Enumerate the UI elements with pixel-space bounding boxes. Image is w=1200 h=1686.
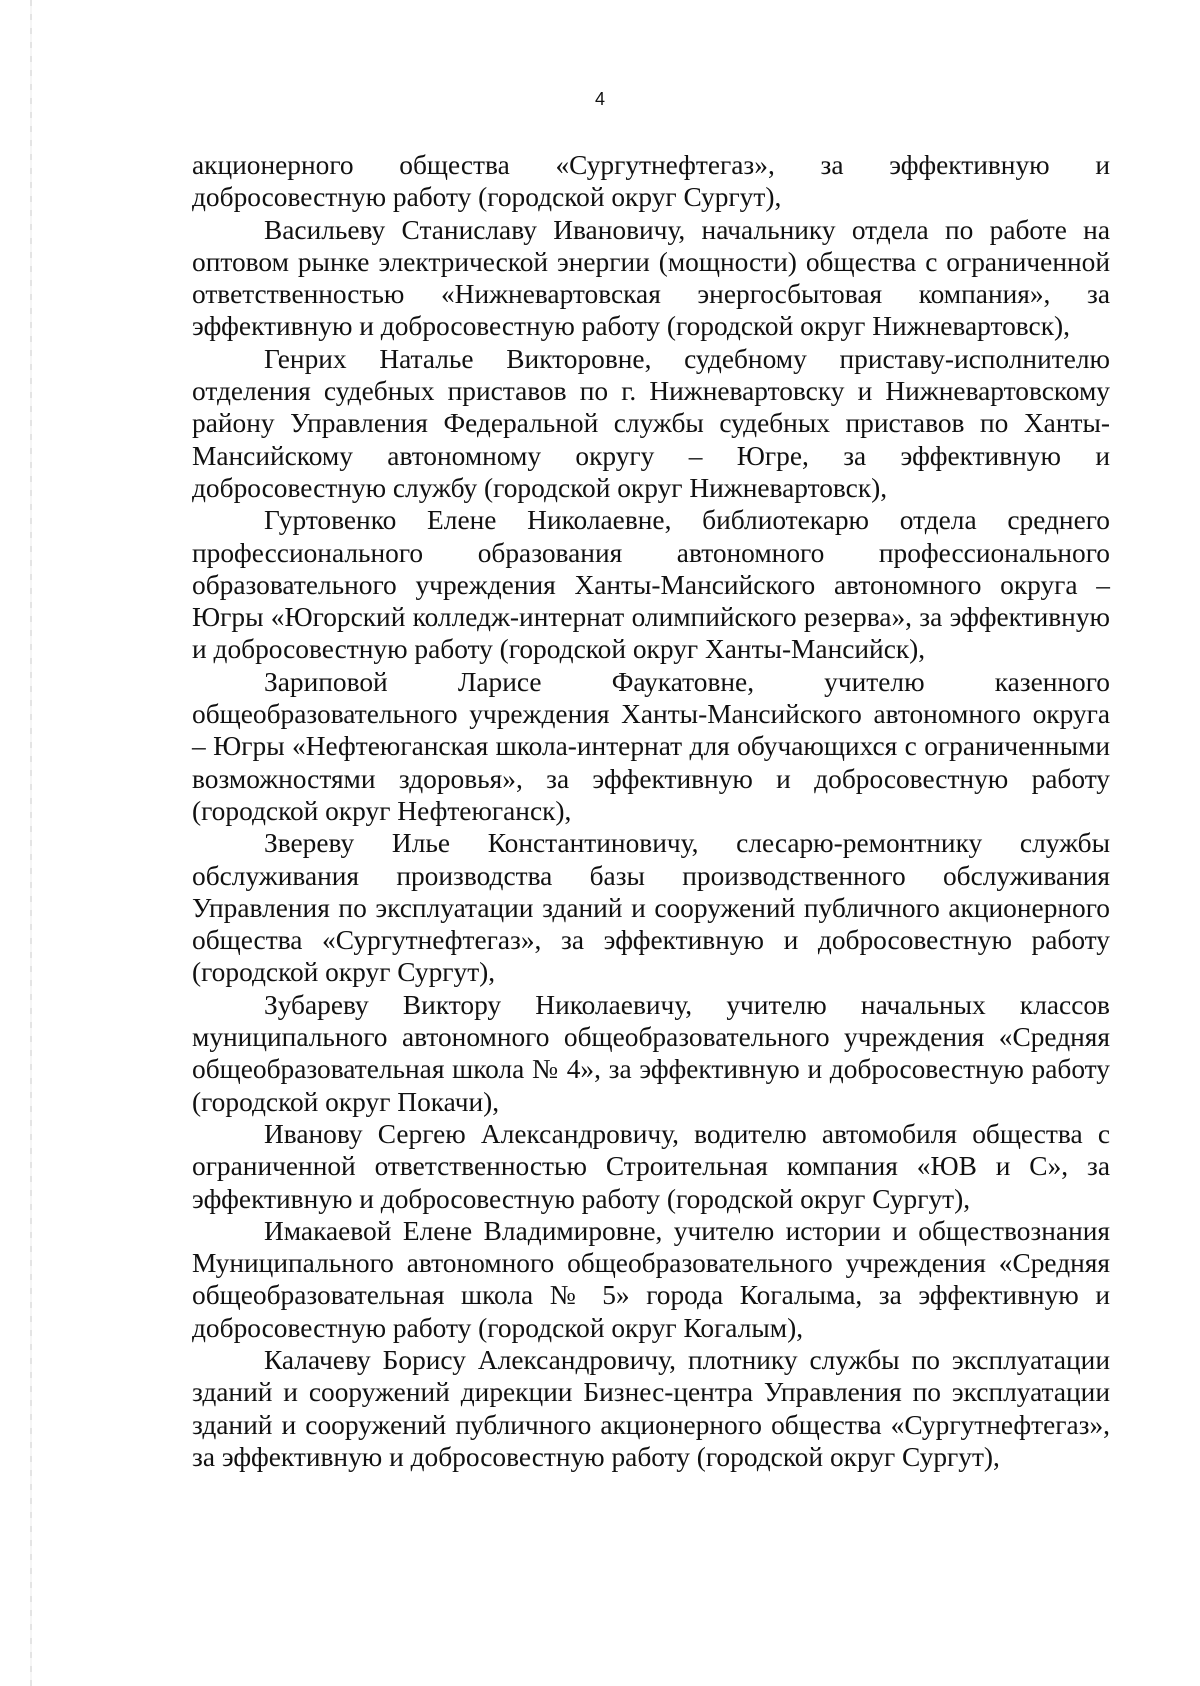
paragraph-zverev: Звереву Илье Константиновичу, слесарю-ремонтнику службы обслуживания производства базы производственного обслуживания Управления по эксплуатации зданий и сооружений публичного акционерного общества «Сургутнефтегаз», за эффективную и добросовестную работу (городской округ Сургут), [192,828,1110,988]
paragraph-gurtovenko: Гуртовенко Елене Николаевне, библиотекарю отдела среднего профессионального образования автономного профессионального образовательного учреждения Ханты-Мансийского автономного округа – Югры «Югорский колледж-интернат олимпийского резерва», за эффективную и добросовестную работу (городской округ Ханты-Мансийск), [192,505,1110,665]
page-number: 4 [594,89,605,109]
paragraph-kalachev: Калачеву Борису Александровичу, плотнику службы по эксплуатации зданий и сооружений дирекции Бизнес-центра Управления по эксплуатации зданий и сооружений публичного акционерного общества «Сургутнефтегаз», за эффективную и добросовестную работу (городской округ Сургут), [192,1344,1110,1472]
paragraph-ivanov: Иванову Сергею Александровичу, водителю автомобиля общества с ограниченной ответственностью Строительная компания «ЮВ и С», за эффективную и добросовестную работу (городской округ Сургут), [192,1118,1110,1214]
paragraph-vasilev: Васильеву Станиславу Ивановичу, начальнику отдела по работе на оптовом рынке электрической энергии (мощности) общества с ограниченной ответственностью «Нижневартовская энергосбытовая компания», за эффективную и добросовестную работу (городской округ Нижневартовск), [192,214,1110,342]
paragraph-zaripova: Зариповой Ларисе Фаукатовне, учителю казенного общеобразовательного учреждения Ханты-Мансийского автономного округа – Югры «Нефтеюганская школа-интернат для обучающихся с ограниченными возможностями здоровья», за эффективную и добросовестную работу (городской округ Нефтеюганск), [192,666,1110,826]
paragraph-imakaeva: Имакаевой Елене Владимировне, учителю истории и обществознания Муниципального автономного общеобразовательного учреждения «Средняя общеобразовательная школа № 5» города Когалыма, за эффективную и добросовестную работу (городской округ Когалым), [192,1215,1110,1343]
paragraph-continuation: акционерного общества «Сургутнефтегаз», за эффективную и добросовестную работу (городской округ Сургут), [192,150,1110,213]
document-body [192,149,1110,1473]
paragraph-genrikh: Генрих Наталье Викторовне, судебному приставу-исполнителю отделения судебных приставов по г. Нижневартовску и Нижневартовскому району Управления Федеральной службы судебных приставов по Ханты-Мансийскому автономному округу – Югре, за эффективную и добросовестную службу (городской округ Нижневартовск), [192,343,1110,503]
paragraph-zubarev: Зубареву Виктору Николаевичу, учителю начальных классов муниципального автономного общеобразовательного учреждения «Средняя общеобразовательная школа № 4», за эффективную и добросовестную работу (городской округ Покачи), [192,989,1110,1117]
scan-edge-artifact [30,0,32,1686]
